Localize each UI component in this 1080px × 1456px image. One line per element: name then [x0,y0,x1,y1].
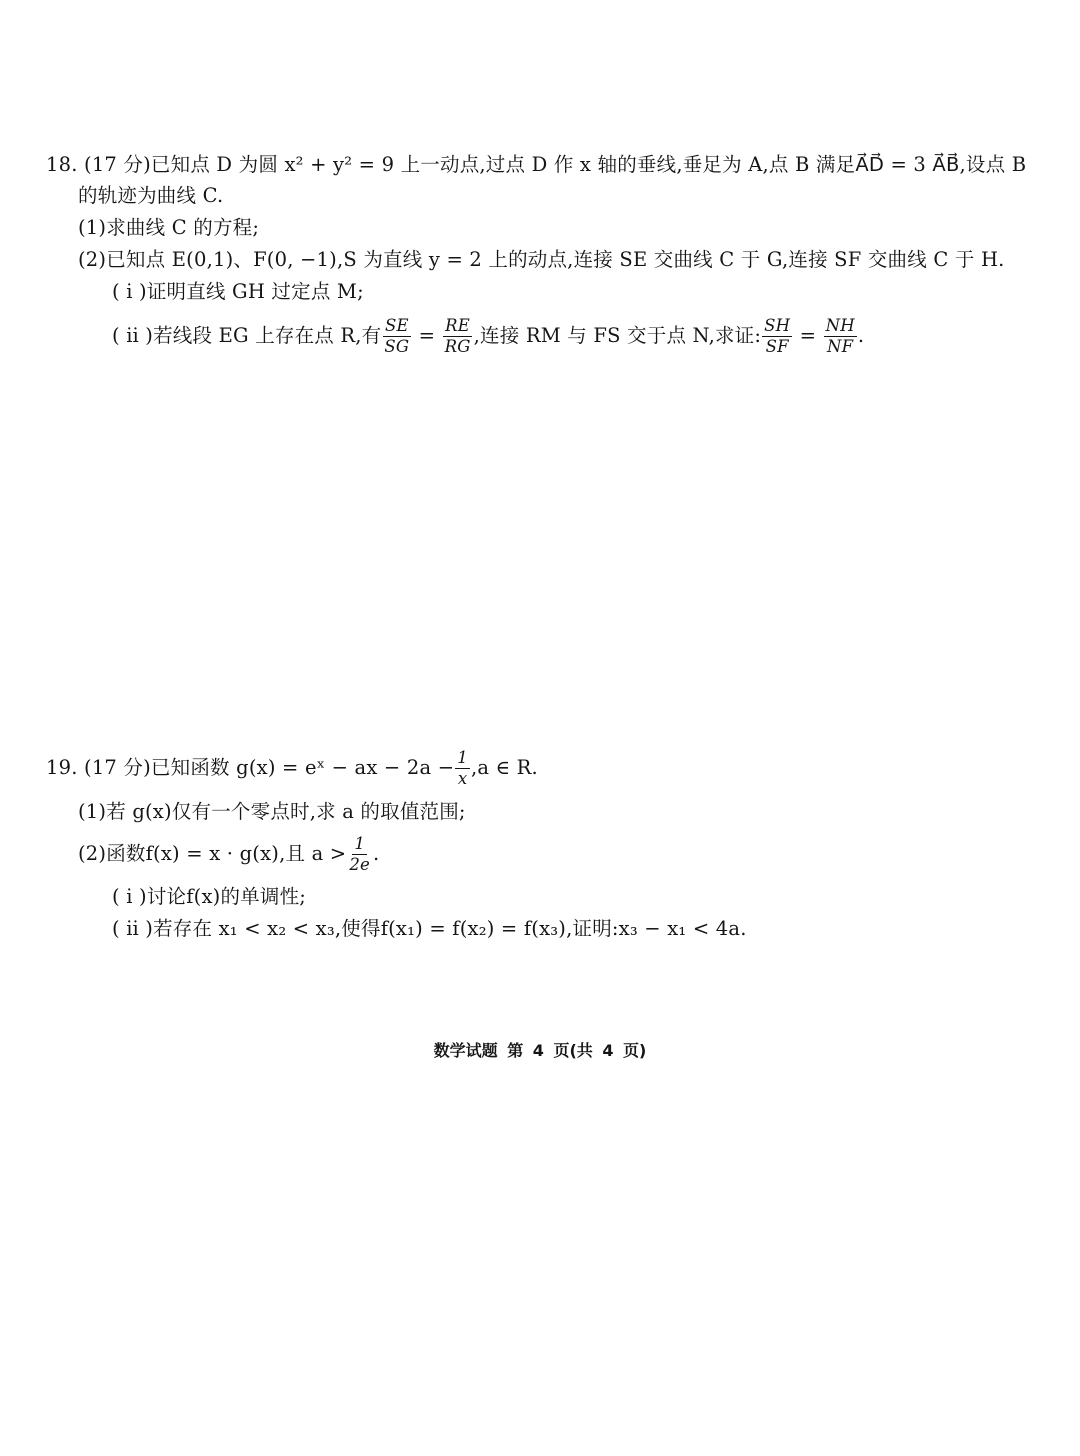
q19-part2-ii: ( ⅱ )若存在 x₁ < x₂ < x₃,使得f(x₁) = f(x₂) = f(x₃),证明:x₃ − x₁ < 4a. [112,917,747,940]
fraction-1-over-x [455,748,470,789]
fraction-re-rg [443,316,473,357]
q19-stem-suffix: ,a ∈ R. [470,756,538,779]
q18-part2-ii [112,308,864,364]
fraction-numerator: RE [445,316,471,335]
fraction-se-sg [382,316,411,357]
fraction-numerator: SE [384,316,409,335]
fraction-denominator: RG [444,337,471,356]
q18-stem-line1: 18. (17 分)已知点 D 为圆 x² + y² = 9 上一动点,过点 D 作 x 轴的垂线,垂足为 A,点 B 满足A⃗D⃗ = 3 A⃗B⃗,设点 B [46,153,1027,176]
equals-sign: = [412,324,442,347]
q18-part1: (1)求曲线 C 的方程; [78,216,260,239]
fraction-numerator: 1 [457,748,468,767]
fraction-numerator: 1 [354,834,366,853]
q19-stem-prefix: 19. (17 分)已知函数 g(x) = eˣ − ax − 2a − [46,756,455,779]
fraction-denominator: SG [384,337,410,356]
q18-part2-ii-prefix: ( ⅱ )若线段 EG 上存在点 R,有 [112,324,382,347]
fraction-denominator: SF [765,337,789,356]
end-period: . [857,324,865,347]
fraction-denominator: 2e [349,855,371,874]
q19-part2-suffix: . [373,842,380,865]
q18-stem-line2: 的轨迹为曲线 C. [78,184,224,207]
q18-part2: (2)已知点 E(0,1)、F(0, −1),S 为直线 y = 2 上的动点,连接 SE 交曲线 C 于 G,连接 SF 交曲线 C 于 H. [78,248,1005,271]
q19-part1: (1)若 g(x)仅有一个零点时,求 a 的取值范围; [78,800,466,823]
q18-part2-ii-middle: ,连接 RM 与 FS 交于点 N,求证: [473,324,762,347]
page-footer: 数学试题 第 4 页(共 4 页) [433,1041,647,1060]
q19-part2-prefix: (2)函数f(x) = x · g(x),且 a > [78,842,347,865]
fraction-numerator: SH [764,316,791,335]
q19-part2-i: ( ⅰ )讨论f(x)的单调性; [112,885,307,908]
fraction-numerator: NH [825,316,855,335]
fraction-nh-nf [824,316,857,357]
fraction-sh-sf [762,316,792,357]
fraction-denominator: x [457,769,468,788]
equals-sign: = [793,324,823,347]
fraction-denominator: NF [827,337,854,356]
q18-part2-i: ( ⅰ )证明直线 GH 过定点 M; [112,280,364,303]
q19-part2 [78,826,379,882]
fraction-1-over-2e [347,834,372,875]
q19-stem [46,740,538,796]
